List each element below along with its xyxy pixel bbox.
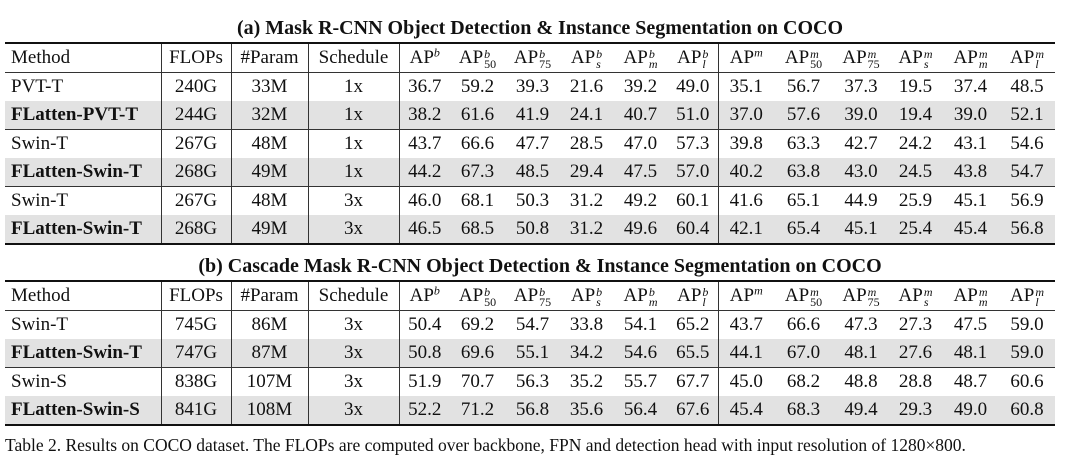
table-row [5, 187, 1055, 216]
column-header: Schedule [308, 281, 399, 311]
value-cell: 268G [161, 158, 231, 187]
value-cell: 68.2 [774, 368, 833, 397]
value-cell: 54.7 [515, 314, 550, 335]
table-row [5, 158, 1055, 187]
column-header: AP b l [668, 43, 718, 73]
column-header: $AP^m$ [718, 43, 774, 73]
value-cell: 25.4 [889, 215, 942, 244]
value-cell: 69.6 [450, 339, 505, 368]
value-cell: 48.8 [833, 368, 889, 397]
value-cell: 19.5 [898, 76, 933, 97]
value-cell: 54.6 [999, 130, 1055, 159]
method-cell: FLatten-Swin-T [5, 339, 161, 368]
value-cell: 28.8 [889, 368, 942, 397]
value-cell: 35.2 [560, 368, 613, 397]
value-cell: 68.1 [450, 187, 505, 216]
table-row [5, 368, 1055, 397]
column-header: AP m 75 [833, 281, 889, 311]
method-cell: Swin-T [5, 187, 161, 216]
table-row [5, 130, 1055, 159]
value-cell: 45.1 [942, 187, 999, 216]
value-cell: 56.8 [505, 396, 560, 425]
value-cell: 60.6 [999, 368, 1055, 397]
value-cell: 39.2 [623, 76, 658, 97]
value-cell: 51.0 [668, 101, 718, 130]
value-cell: 39.0 [942, 101, 999, 130]
value-cell: 267G [161, 187, 231, 216]
method-cell: Swin-T [5, 311, 161, 340]
value-cell: 46.5 [399, 215, 450, 244]
value-cell: 45.0 [718, 368, 774, 397]
value-cell: 41.6 [718, 187, 774, 216]
column-header: FLOPs [161, 43, 231, 73]
column-header: AP m 50 [774, 43, 833, 73]
value-cell: 3x [308, 187, 399, 216]
value-cell: 36.7 [408, 76, 442, 97]
value-cell: 37.3 [844, 76, 878, 97]
value-cell: 42.7 [833, 130, 889, 159]
column-header: Method [5, 281, 161, 311]
column-header: AP b s [560, 281, 613, 311]
column-header: AP b 50 [450, 43, 505, 73]
table-a [5, 42, 1055, 245]
value-cell: 45.4 [718, 396, 774, 425]
column-header: AP m m [942, 281, 999, 311]
table-b [5, 280, 1055, 426]
method-cell: FLatten-Swin-T [5, 215, 161, 244]
value-cell: 37.0 [718, 101, 774, 130]
value-cell: 56.4 [613, 396, 668, 425]
value-cell: 107M [231, 368, 308, 397]
value-cell: 67.6 [668, 396, 718, 425]
value-cell: 57.0 [668, 158, 718, 187]
column-header: AP b 50 [450, 281, 505, 311]
value-cell: 268G [161, 215, 231, 244]
value-cell: 47.5 [613, 158, 668, 187]
column-header: AP m 75 [833, 43, 889, 73]
value-cell: 71.2 [450, 396, 505, 425]
value-cell: 67.0 [774, 339, 833, 368]
value-cell: 63.3 [774, 130, 833, 159]
value-cell: 31.2 [560, 215, 613, 244]
table-row [5, 339, 1055, 368]
column-header: AP b s [560, 43, 613, 73]
column-header: AP m m [942, 43, 999, 73]
value-cell: 3x [308, 311, 399, 340]
column-header: AP m l [999, 43, 1055, 73]
value-cell: 50.8 [505, 215, 560, 244]
value-cell: 50.3 [505, 187, 560, 216]
column-header: AP b 75 [505, 281, 560, 311]
value-cell: 27.3 [898, 314, 933, 335]
value-cell: 244G [161, 101, 231, 130]
value-cell: 59.2 [460, 76, 495, 97]
value-cell: 3x [308, 339, 399, 368]
value-cell: 48M [231, 187, 308, 216]
value-cell: 3x [308, 215, 399, 244]
value-cell: 38.2 [399, 101, 450, 130]
value-cell: 47.7 [505, 130, 560, 159]
column-header: $AP^b$ [399, 281, 450, 311]
value-cell: 45.1 [833, 215, 889, 244]
value-cell: 65.1 [774, 187, 833, 216]
value-cell: 28.5 [560, 130, 613, 159]
value-cell: 86M [231, 311, 308, 340]
value-cell: 267G [161, 130, 231, 159]
value-cell: 55.1 [505, 339, 560, 368]
value-cell: 31.2 [560, 187, 613, 216]
value-cell: 3x [308, 396, 399, 425]
value-cell: 45.4 [942, 215, 999, 244]
value-cell: 25.9 [889, 187, 942, 216]
column-header: $AP^m$ [718, 281, 774, 311]
table-row [5, 215, 1055, 244]
value-cell: 24.2 [889, 130, 942, 159]
value-cell: 56.3 [505, 368, 560, 397]
value-cell: 40.2 [718, 158, 774, 187]
value-cell: 43.8 [942, 158, 999, 187]
value-cell: 37.4 [953, 76, 988, 97]
value-cell: 61.6 [450, 101, 505, 130]
table-row [5, 311, 1055, 340]
value-cell: 56.7 [786, 76, 821, 97]
method-cell: Swin-S [5, 368, 161, 397]
value-cell: 29.4 [560, 158, 613, 187]
value-cell: 43.7 [399, 130, 450, 159]
column-header: Schedule [308, 43, 399, 73]
value-cell: 48.5 [505, 158, 560, 187]
value-cell: 49.2 [613, 187, 668, 216]
value-cell: 49.0 [942, 396, 999, 425]
column-header: #Param [231, 281, 308, 311]
value-cell: 49.6 [613, 215, 668, 244]
value-cell: 19.4 [889, 101, 942, 130]
method-cell: FLatten-Swin-S [5, 396, 161, 425]
value-cell: 59.0 [999, 339, 1055, 368]
value-cell: 747G [161, 339, 231, 368]
value-cell: 57.6 [774, 101, 833, 130]
value-cell: 1x [308, 130, 399, 159]
value-cell: 41.9 [505, 101, 560, 130]
value-cell: 69.2 [460, 314, 495, 335]
value-cell: 33.8 [569, 314, 604, 335]
value-cell: 27.6 [889, 339, 942, 368]
value-cell: 108M [231, 396, 308, 425]
table-a-title: (a) Mask R-CNN Object Detection & Instance Segmentation on COCO [236, 17, 844, 39]
column-header: AP m 50 [774, 281, 833, 311]
value-cell: 67.7 [668, 368, 718, 397]
column-header: AP m s [889, 43, 942, 73]
value-cell: 60.8 [999, 396, 1055, 425]
header-row [5, 281, 1055, 311]
column-header: AP b m [613, 281, 668, 311]
value-cell: 44.1 [718, 339, 774, 368]
value-cell: 54.6 [613, 339, 668, 368]
value-cell: 24.1 [560, 101, 613, 130]
value-cell: 47.0 [613, 130, 668, 159]
table-row [5, 396, 1055, 425]
value-cell: 48.1 [942, 339, 999, 368]
value-cell: 48M [231, 130, 308, 159]
value-cell: 44.2 [399, 158, 450, 187]
value-cell: 838G [161, 368, 231, 397]
column-header: AP b l [668, 281, 718, 311]
column-header: FLOPs [161, 281, 231, 311]
value-cell: 68.5 [450, 215, 505, 244]
value-cell: 87M [231, 339, 308, 368]
value-cell: 56.9 [999, 187, 1055, 216]
value-cell: 1x [308, 73, 399, 102]
value-cell: 42.1 [718, 215, 774, 244]
column-header: AP m l [999, 281, 1055, 311]
value-cell: 40.7 [613, 101, 668, 130]
value-cell: 47.5 [953, 314, 988, 335]
value-cell: 841G [161, 396, 231, 425]
value-cell: 52.1 [999, 101, 1055, 130]
value-cell: 35.1 [729, 76, 763, 97]
value-cell: 59.0 [1010, 314, 1044, 335]
column-header: Method [5, 43, 161, 73]
value-cell: 240G [161, 73, 231, 102]
value-cell: 33M [231, 73, 308, 102]
value-cell: 65.2 [668, 311, 718, 340]
value-cell: 46.0 [399, 187, 450, 216]
value-cell: 34.2 [560, 339, 613, 368]
column-header: AP b m [613, 43, 668, 73]
table-row [5, 73, 1055, 102]
value-cell: 52.2 [399, 396, 450, 425]
table-row [5, 101, 1055, 130]
value-cell: 745G [161, 311, 231, 340]
value-cell: 50.8 [399, 339, 450, 368]
value-cell: 32M [231, 101, 308, 130]
table-b-title: (b) Cascade Mask R-CNN Object Detection & Instance Segmentation on COCO [198, 255, 882, 277]
value-cell: 60.4 [668, 215, 718, 244]
value-cell: 67.3 [450, 158, 505, 187]
table-caption: Table 2. Results on COCO dataset. The FLOPs are computed over backbone, FPN and detection head with input resolution of 1280×800. [5, 435, 966, 455]
value-cell: 39.0 [833, 101, 889, 130]
value-cell: 49.4 [833, 396, 889, 425]
column-header: AP m s [889, 281, 942, 311]
value-cell: 49.0 [668, 73, 718, 102]
value-cell: 54.1 [623, 314, 658, 335]
value-cell: 66.6 [786, 314, 821, 335]
header-row [5, 43, 1055, 73]
value-cell: 49M [231, 215, 308, 244]
value-cell: 48.7 [942, 368, 999, 397]
value-cell: 43.7 [729, 314, 763, 335]
value-cell: 39.8 [718, 130, 774, 159]
value-cell: 51.9 [399, 368, 450, 397]
value-cell: 24.5 [889, 158, 942, 187]
value-cell: 63.8 [774, 158, 833, 187]
value-cell: 48.1 [833, 339, 889, 368]
value-cell: 60.1 [668, 187, 718, 216]
value-cell: 1x [308, 101, 399, 130]
value-cell: 56.8 [999, 215, 1055, 244]
value-cell: 21.6 [569, 76, 604, 97]
value-cell: 47.3 [844, 314, 878, 335]
method-cell: PVT-T [5, 73, 161, 102]
value-cell: 66.6 [450, 130, 505, 159]
value-cell: 35.6 [560, 396, 613, 425]
value-cell: 70.7 [450, 368, 505, 397]
value-cell: 1x [308, 158, 399, 187]
method-cell: FLatten-Swin-T [5, 158, 161, 187]
value-cell: 65.5 [668, 339, 718, 368]
value-cell: 39.3 [515, 76, 550, 97]
value-cell: 49M [231, 158, 308, 187]
value-cell: 29.3 [889, 396, 942, 425]
value-cell: 43.1 [942, 130, 999, 159]
method-cell: FLatten-PVT-T [5, 101, 161, 130]
value-cell: 48.5 [1010, 76, 1044, 97]
value-cell: 68.3 [774, 396, 833, 425]
value-cell: 43.0 [833, 158, 889, 187]
column-header: AP b 75 [505, 43, 560, 73]
value-cell: 65.4 [774, 215, 833, 244]
column-header: #Param [231, 43, 308, 73]
value-cell: 55.7 [613, 368, 668, 397]
value-cell: 50.4 [408, 314, 442, 335]
column-header: $AP^b$ [399, 43, 450, 73]
value-cell: 3x [308, 368, 399, 397]
value-cell: 57.3 [668, 130, 718, 159]
value-cell: 44.9 [833, 187, 889, 216]
method-cell: Swin-T [5, 130, 161, 159]
value-cell: 54.7 [999, 158, 1055, 187]
